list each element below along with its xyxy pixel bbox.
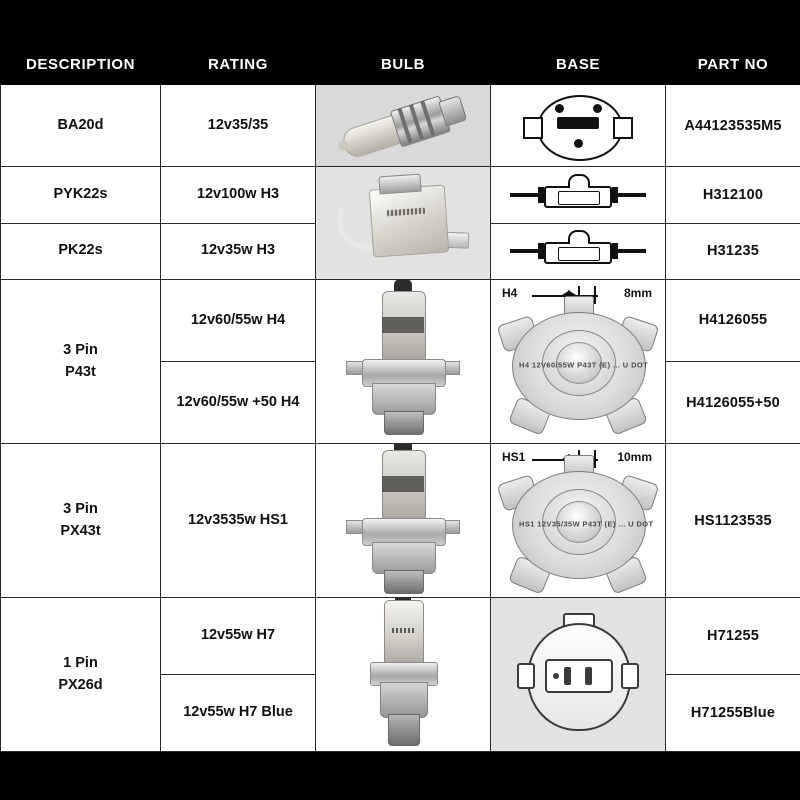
table-row bbox=[1, 167, 800, 223]
cell-base-diagram-h7 bbox=[491, 598, 666, 752]
cell-bulb-image-h4 bbox=[316, 279, 491, 443]
pk22s-base-icon bbox=[510, 230, 646, 272]
cell-base-diagram-hs1 bbox=[491, 444, 666, 598]
column-header-rating: RATING bbox=[161, 45, 316, 85]
cell-rating-h3-35w: 12v35w H3 bbox=[161, 223, 316, 279]
ba20d-bulb-photo bbox=[338, 87, 468, 163]
callout-label-right-hs1: 10mm bbox=[617, 450, 652, 465]
cell-rating-h7-blue: 12v55w H7 Blue bbox=[161, 674, 316, 751]
column-header-part-no: PART NO bbox=[666, 45, 800, 85]
cell-base-diagram-ba20d bbox=[491, 85, 666, 167]
bulb-spec-table bbox=[0, 44, 800, 752]
column-header-bulb: BULB bbox=[316, 45, 491, 85]
cell-rating-h3-100w: 12v100w H3 bbox=[161, 167, 316, 223]
cell-rating-h4-6055: 12v60/55w H4 bbox=[161, 279, 316, 361]
cell-description-ba20d: BA20d bbox=[1, 85, 161, 167]
pyk22s-base-icon bbox=[510, 174, 646, 216]
cell-part-no-h4126055: H4126055 bbox=[666, 279, 800, 361]
h7-base-icon bbox=[519, 619, 637, 731]
cell-part-no-h71255: H71255 bbox=[666, 598, 800, 675]
description-line-2: PX43t bbox=[60, 522, 101, 539]
bulb-spec-table-wrapper bbox=[0, 44, 800, 752]
cell-bulb-image-ba20d bbox=[316, 85, 491, 167]
callout-label-right-h4: 8mm bbox=[623, 285, 652, 300]
description-line-2: PX26d bbox=[58, 676, 103, 693]
description-line-1: 3 Pin bbox=[63, 341, 98, 358]
h4-bulb-photo bbox=[348, 287, 458, 437]
description-line-1: 1 Pin bbox=[63, 654, 98, 671]
table-row bbox=[1, 85, 800, 167]
table-row bbox=[1, 444, 800, 598]
cell-part-no-h4126055-plus50: H4126055+50 bbox=[666, 362, 800, 444]
cell-description-p43t bbox=[1, 279, 161, 443]
ba20d-base-icon bbox=[523, 95, 633, 157]
column-header-description: DESCRIPTION bbox=[1, 45, 161, 85]
cell-part-no-h31235: H31235 bbox=[666, 223, 800, 279]
table-header-row bbox=[1, 45, 800, 85]
h4-base-engraving: H4 12V60/55W P43T (E) ... U DOT bbox=[519, 360, 649, 370]
cell-description-pyk22s: PYK22s bbox=[1, 167, 161, 223]
h7-bulb-photo bbox=[360, 600, 446, 750]
description-line-2: P43t bbox=[65, 363, 96, 380]
cell-part-no-h312100: H312100 bbox=[666, 167, 800, 223]
cell-bulb-image-hs1 bbox=[316, 444, 491, 598]
cell-base-diagram-h4 bbox=[491, 279, 666, 443]
cell-part-no-hs1123535: HS1123535 bbox=[666, 444, 800, 598]
cell-description-px26d bbox=[1, 598, 161, 752]
callout-label-left-hs1: HS1 bbox=[502, 450, 526, 465]
bottom-black-bar bbox=[0, 752, 800, 800]
cell-base-diagram-pk22s bbox=[491, 223, 666, 279]
cell-part-no-h71255blue: H71255Blue bbox=[666, 674, 800, 751]
cell-bulb-image-h3 bbox=[316, 167, 491, 280]
cell-rating-h4-6055-plus50: 12v60/55w +50 H4 bbox=[161, 362, 316, 444]
cell-rating-ba20d: 12v35/35 bbox=[161, 85, 316, 167]
h3-bulb-photo bbox=[319, 169, 487, 277]
cell-description-pk22s: PK22s bbox=[1, 223, 161, 279]
top-black-bar bbox=[0, 0, 800, 44]
column-header-base: BASE bbox=[491, 45, 666, 85]
cell-rating-hs1: 12v3535w HS1 bbox=[161, 444, 316, 598]
table-row bbox=[1, 279, 800, 361]
cell-rating-h7: 12v55w H7 bbox=[161, 598, 316, 675]
hs1-base-icon bbox=[498, 457, 658, 591]
callout-label-left-h4: H4 bbox=[502, 285, 518, 300]
table-row bbox=[1, 598, 800, 675]
cell-part-no-ba20d: A44123535M5 bbox=[666, 85, 800, 167]
cell-base-diagram-pyk22s bbox=[491, 167, 666, 223]
cell-description-px43t bbox=[1, 444, 161, 598]
description-line-1: 3 Pin bbox=[63, 500, 98, 517]
hs1-base-engraving: HS1 12V35/35W P43T (E) ... U DOT bbox=[519, 519, 654, 529]
h4-base-icon bbox=[498, 298, 658, 432]
hs1-bulb-photo bbox=[348, 446, 458, 596]
cell-bulb-image-h7 bbox=[316, 598, 491, 752]
